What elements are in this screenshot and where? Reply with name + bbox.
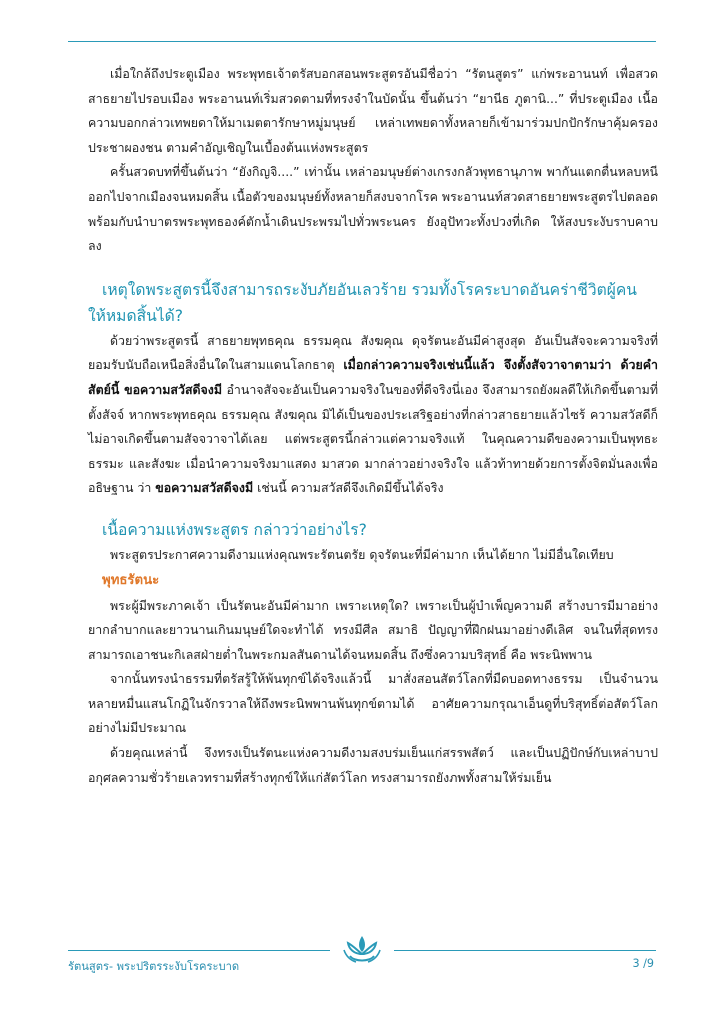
lotus-flame-icon <box>340 932 384 966</box>
paragraph-3 <box>88 329 658 501</box>
paragraph-3-part-c: อำนาจสัจจะอันเป็นความจริงในของที่ดีจริงนี่เอง จึงสามารถยังผลดีให้เกิดขึ้นตามที่ตั้งสัจจ์ หากพระพุทธคุณ ธรรมคุณ สังฆคุณ มิได้เป็นของประเสริฐอย่างที่กล่าวสาธยายแล้วไซร้ ความสวัสดีก็ไม่อาจเกิดขึ้นตามสัจจวาจาได้เลย แต่พระสูตรนี้กล่าวแต่ความจริงแท้ ในคุณความดีของความเป็นพุทธะ ธรรมะ และสังฆะ เมื่อนำความจริงมาแสดง มาสวด มากล่าวอย่างจริงใจ แล้วท้าทายด้วยการตั้งจิตมั่นลงเพื่ออธิษฐาน ว่า <box>88 381 658 496</box>
section-heading-why: เหตุใดพระสูตรนี้จึงสามารถระงับภัยอันเลวร้าย รวมทั้งโรคระบาดอันคร่าชีวิตผู้คน ให้หมดสิ้นได้? <box>88 280 637 325</box>
paragraph-3-bold-a: เมื่อกล่าวความจริงเช่นนี้แล้ว จึงตั้งสัจวาจาตามว่า ด้วยคำสัตย์นี้ ขอความสวัสดีจงมี <box>88 357 659 397</box>
header-rule <box>68 41 656 42</box>
paragraph-1: เมื่อใกล้ถึงประตูเมือง พระพุทธเจ้าตรัสบอกสอนพระสูตรอันมีชื่อว่า “รัตนสูตร” แก่พระอานนท์ เพื่อสวดสาธยายไปรอบเมือง พระอานนท์เริ่มสวดตามที่ทรงจำในบัดนั้น ขึ้นต้นว่า “ยานีธ ภูตานิ...” ที่ประตูเมือง เนื้อความบอกกล่าวเทพยดาให้มาเมตตารักษาหมู่มนุษย์ เหล่าเทพยดาทั้งหลายก็เข้ามาร่วมปกปักรักษาคุ้มครองประชาผองชน ตามคำอัญเชิญในเบื้องต้นแห่งพระสูตร <box>88 66 658 155</box>
section-heading-content: เนื้อความแห่งพระสูตร กล่าวว่าอย่างไร? <box>102 520 367 539</box>
footer-page-number: 3 /9 <box>632 957 654 970</box>
paragraph-6: จากนั้นทรงนำธรรมที่ตรัสรู้ให้พ้นทุกข์ได้จริงแล้วนี้ มาสั่งสอนสัตว์โลกที่มืดบอดทางธรรม เป็นจำนวนหลายหมื่นแสนโกฏิในจักรวาลให้ถึงพระนิพพานพ้นทุกข์ตามได้ อาศัยความกรุณาเอ็นดูที่บริสุทธิ์ต่อสัตว์โลกอย่างไม่มีประมาณ <box>88 671 658 736</box>
paragraph-2: ครั้นสวดบทที่ขึ้นต้นว่า “ยังกิญจิ....” เท่านั้น เหล่าอมนุษย์ต่างเกรงกลัวพุทธานุภาพ พากันแตกตื่นหลบหนีออกไปจากเมืองจนหมดสิ้น เนื้อตัวของมนุษย์ทั้งหลายก็สงบจากโรค พระอานนท์สวดสาธยายพระสูตรไปตลอด พร้อมกับนำบาตรพระพุทธองค์ตักน้ำเดินประพรมไปทั่วพระนคร ยังอุปัทวะทั้งปวงที่เกิด ให้สงบระงับราบคาบลง <box>88 164 658 254</box>
subheading-buddha-ratana: พุทธรัตนะ <box>102 572 160 588</box>
paragraph-3-part-a: ด้วยว่าพระสูตรนี้ สาธยายพุทธคุณ ธรรมคุณ สังฆคุณ ดุจรัตนะอันมีค่าสูงสุด อันเป็นสัจจะความจริงที่ยอมรับนับถือเหนือสิ่งอื่นใดในสามแดนโลกธาตุ <box>88 332 658 373</box>
paragraph-3-part-e: เช่นนี้ ความสวัสดีจึงเกิดมีขึ้นได้จริง <box>253 480 444 496</box>
paragraph-5: พระผู้มีพระภาคเจ้า เป็นรัตนะอันมีค่ามาก เพราะเหตุใด? เพราะเป็นผู้บำเพ็ญความดี สร้างบารมีมาอย่างยากลำบากและยาวนานเกินมนุษย์ใดจะทำได้ ทรงมีศีล สมาธิ ปัญญาที่ฝึกฝนมาอย่างดีเลิศ จนในที่สุดทรงสามารถเอาชนะกิเลสฝ่ายต่ำในพระกมลสันดานได้จนหมดสิ้น ถึงซึ่งความบริสุทธิ์ คือ พระนิพพาน <box>88 597 658 662</box>
paragraph-4: พระสูตรประกาศความดีงามแห่งคุณพระรัตนตรัย ดุจรัตนะที่มีค่ามาก เห็นได้ยาก ไม่มีอื่นใดเทียบ <box>110 546 614 562</box>
paragraph-3-bold-b: ขอความสวัสดีจงมี <box>155 480 254 496</box>
footer-rule-right <box>394 950 656 951</box>
page-body <box>88 62 658 790</box>
footer-rule-left <box>68 950 330 951</box>
paragraph-7: ด้วยคุณเหล่านี้ จึงทรงเป็นรัตนะแห่งความดีงามสงบร่มเย็นแก่สรรพสัตว์ และเป็นปฏิปักษ์กับเหล่าบาปอกุศลความชั่วร้ายเลวทรามที่สร้างทุกข์ให้แก่สัตว์โลก ทรงสามารถยังภพทั้งสามให้ร่มเย็น <box>88 745 658 785</box>
footer-document-title: รัตนสูตร- พระปริตรระงับโรคระบาด <box>68 960 240 973</box>
